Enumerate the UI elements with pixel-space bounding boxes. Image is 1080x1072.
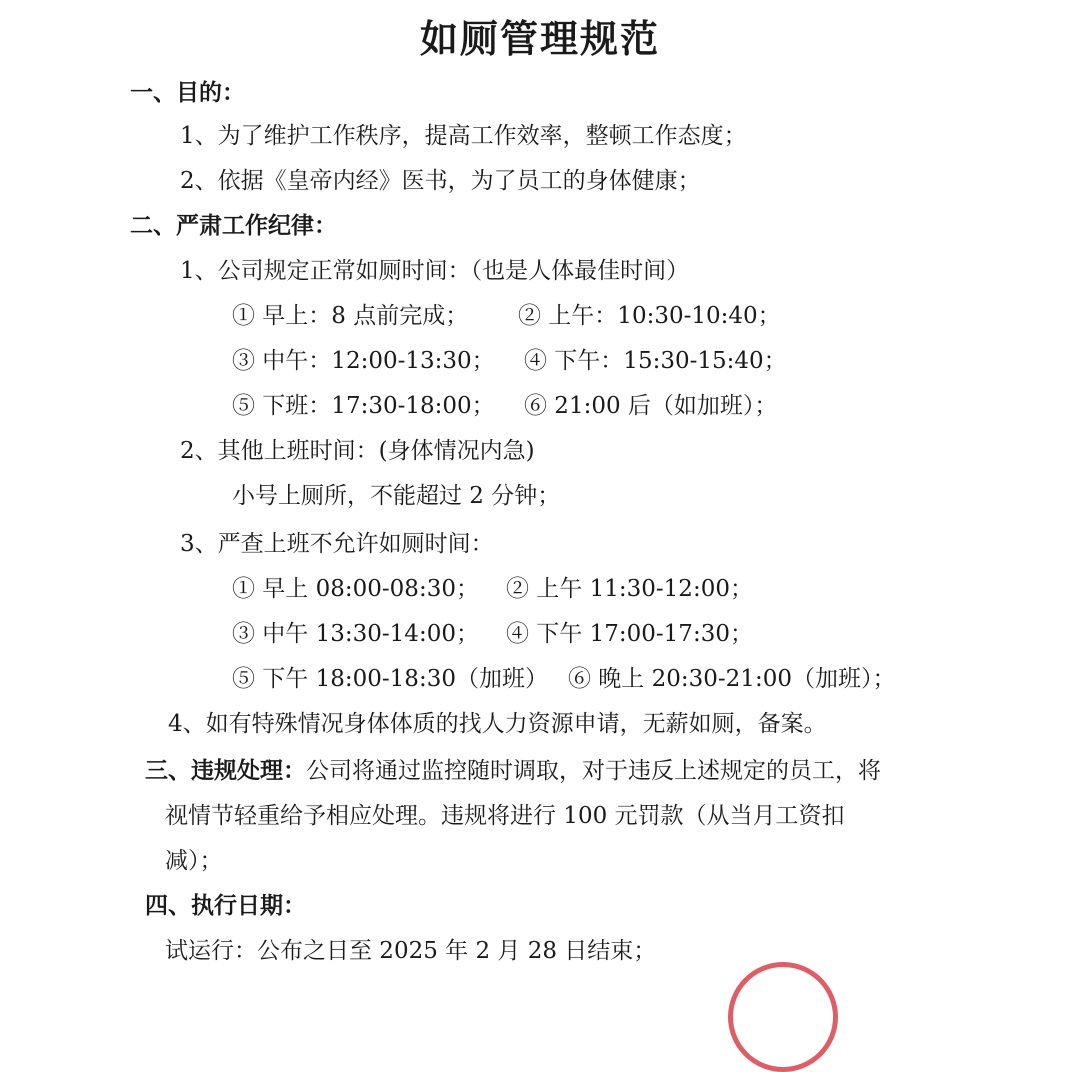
violation-text: 公司将通过监控随时调取，对于违反上述规定的员工，将 [306, 758, 881, 784]
effective-date-text: 试运行：公布之日至 2025 年 2 月 28 日结束； [165, 938, 657, 964]
rule-item-2: 2、其他上班时间：(身体情况内急) [180, 438, 535, 464]
forbidden-time: ⑤ 下午 18:00-18:30（加班） [232, 666, 548, 692]
rule-item-2-detail: 小号上厕所，不能超过 2 分钟； [232, 483, 561, 509]
forbidden-time: ④ 下午 17:00-17:30； [506, 621, 753, 647]
normal-time: ① 早上：8 点前完成； [232, 303, 469, 329]
violation-text: 减）； [165, 848, 223, 874]
section-4-heading: 四、执行日期： [145, 893, 306, 919]
company-seal-stamp [728, 962, 838, 1072]
normal-time: ② 上午：10:30-10:40； [518, 303, 781, 329]
normal-time: ③ 中午：12:00-13:30； [232, 348, 495, 374]
rule-item-1: 1、公司规定正常如厕时间：（也是人体最佳时间） [180, 258, 690, 284]
purpose-item: 1、为了维护工作秩序，提高工作效率，整顿工作态度； [180, 123, 747, 149]
section-2-heading: 二、严肃工作纪律： [130, 213, 337, 239]
purpose-item: 2、依据《皇帝内经》医书，为了员工的身体健康； [180, 168, 701, 194]
normal-time: ④ 下午：15:30-15:40； [524, 348, 787, 374]
forbidden-time: ① 早上 08:00-08:30； [232, 576, 479, 602]
section-3-heading: 三、违规处理： [145, 758, 306, 784]
forbidden-time: ⑥ 晚上 20:30-21:00（加班）； [568, 666, 896, 692]
forbidden-time: ③ 中午 13:30-14:00； [232, 621, 479, 647]
section-1-heading: 一、目的： [130, 80, 245, 106]
normal-time: ⑤ 下班：17:30-18:00； [232, 393, 495, 419]
forbidden-time: ② 上午 11:30-12:00； [506, 576, 753, 602]
rule-item-3: 3、严查上班不允许如厕时间： [180, 531, 494, 557]
document-title: 如厕管理规范 [419, 17, 660, 61]
rule-item-4: 4、如有特殊情况身体体质的找人力资源申请，无薪如厕，备案。 [168, 711, 827, 737]
normal-time: ⑥ 21:00 后（如加班）； [524, 393, 778, 419]
violation-text: 视情节轻重给予相应处理。违规将进行 100 元罚款（从当月工资扣 [165, 803, 845, 829]
